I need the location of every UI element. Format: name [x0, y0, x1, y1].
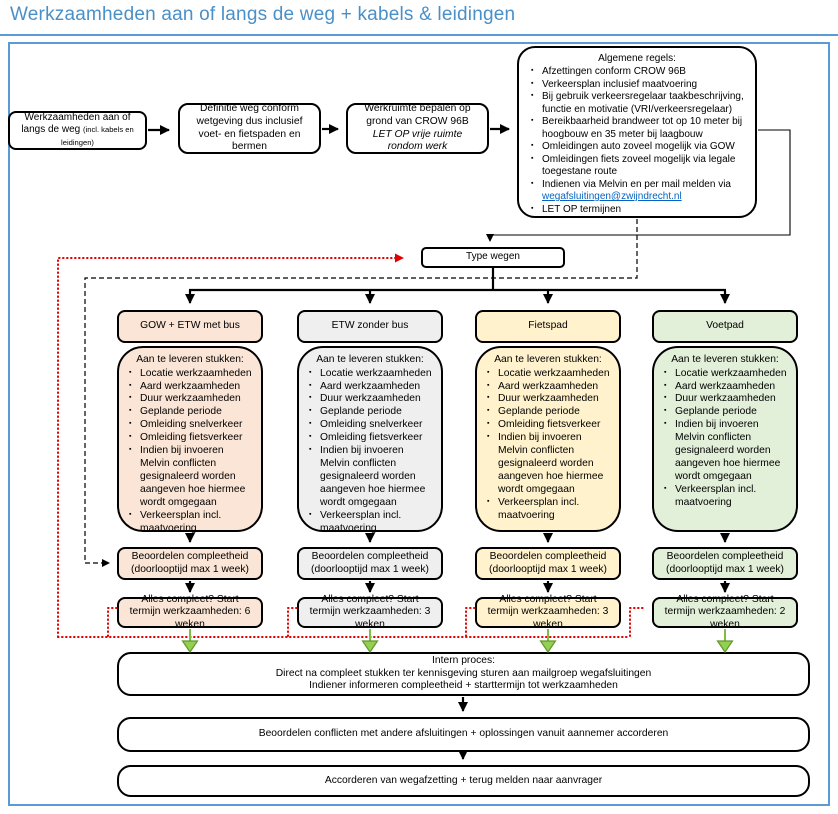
complete-text: Alles compleet? Start termijn werkzaamheden: 3 weken: [487, 593, 609, 630]
list-item: ▪ Aard werkzaamheden: [661, 381, 789, 394]
list-item: ▪ Geplande periode: [126, 406, 254, 419]
review-line1: Beoordelen compleetheid: [311, 550, 429, 562]
deliverables-list: [126, 368, 254, 537]
column-list-voetpad: [652, 346, 798, 532]
review-box-voetpad: [652, 547, 798, 580]
review-line1: Beoordelen compleetheid: [666, 550, 784, 562]
complete-text: Alles compleet? Start termijn werkzaamheden: 6 weken: [129, 593, 251, 630]
step3-warning: LET OP vrije ruimte rondom werk: [372, 128, 463, 153]
deliverables-list: [484, 368, 612, 524]
complete-text: Alles compleet? Start termijn werkzaamheden: 3 weken: [309, 593, 431, 630]
column-header-voetpad: [652, 310, 798, 343]
approval-box: [117, 765, 810, 797]
list-item: ▪ Omleiding fietsverkeer: [484, 419, 612, 432]
step-definitie-weg: [178, 103, 321, 154]
rule-item: ▪ Omleidingen auto zoveel mogelijk via GOW: [528, 141, 746, 154]
deliverables-list: [661, 368, 789, 511]
list-item: ▪ Indien bij invoeren Melvin conflicten gesignaleerd worden aangeven hoe hiermee wordt omgegaan: [484, 432, 612, 497]
complete-box-gow: [117, 593, 263, 630]
rule-item: ▪ Verkeersplan inclusief maatvoering: [528, 79, 746, 92]
review-line2: (doorlooptijd max 1 week): [311, 563, 429, 575]
column-list-fietspad: [475, 346, 621, 532]
review-box-etw: [297, 547, 443, 580]
step3-text: Werkruimte bepalen op grond van CROW 96B: [364, 103, 471, 127]
complete-box-fietspad: [475, 593, 621, 630]
column-header-gow: [117, 310, 263, 343]
list-item: ▪ Aard werkzaamheden: [306, 381, 434, 394]
intern-line2: Indiener informeren compleetheid + starttermijn tot werkzaamheden: [309, 680, 618, 692]
column-header-label: ETW zonder bus: [331, 320, 409, 332]
intern-line1: Direct na compleet stukken ter kennisgeving sturen aan mailgroep wegafsluitingen: [275, 667, 652, 679]
list-item: ▪ Locatie werkzaamheden: [661, 368, 789, 381]
rule-item: ▪ Omleidingen fiets zoveel mogelijk via legale toegestane route: [528, 154, 746, 179]
list-item: ▪ Indien bij invoeren Melvin conflicten gesignaleerd worden aangeven hoe hiermee wordt omgegaan: [306, 445, 434, 510]
complete-text: Alles compleet? Start termijn werkzaamheden: 2 weken: [664, 593, 786, 630]
list-title: Aan te leveren stukken:: [316, 354, 424, 365]
algemene-regels-box: [517, 46, 757, 218]
list-item: ▪ Geplande periode: [661, 406, 789, 419]
type-wegen-label: Type wegen: [466, 251, 520, 263]
complete-box-voetpad: [652, 593, 798, 630]
conflicts-box: [117, 717, 810, 752]
algemene-regels-title: Algemene regels:: [598, 53, 676, 64]
list-item: ▪ Geplande periode: [484, 406, 612, 419]
column-list-gow: [117, 346, 263, 535]
list-item: ▪ Verkeersplan incl. maatvoering: [661, 484, 789, 510]
list-item: ▪ Geplande periode: [306, 406, 434, 419]
step-werkzaamheden: [8, 111, 147, 150]
rule-item-mail: [528, 179, 746, 204]
list-item: ▪ Omleiding snelverkeer: [306, 419, 434, 432]
intern-title: Intern proces:: [432, 655, 495, 667]
type-wegen-box: [421, 247, 565, 268]
mail-link[interactable]: wegafsluitingen@zwijndrecht.nl: [542, 191, 682, 203]
list-item: ▪ Verkeersplan incl. maatvoering: [306, 510, 434, 536]
review-box-gow: [117, 547, 263, 580]
list-item: ▪ Aard werkzaamheden: [484, 381, 612, 394]
list-item: ▪ Verkeersplan incl. maatvoering: [484, 497, 612, 523]
list-item: ▪ Omleiding snelverkeer: [126, 419, 254, 432]
step-werkruimte: [346, 103, 489, 154]
list-item: ▪ Duur werkzaamheden: [126, 393, 254, 406]
intern-proces-box: [117, 652, 810, 696]
list-item: ▪ Indien bij invoeren Melvin conflicten gesignaleerd worden aangeven hoe hiermee wordt omgegaan: [661, 419, 789, 484]
complete-box-etw: [297, 593, 443, 630]
review-box-fietspad: [475, 547, 621, 580]
conflicts-text: Beoordelen conflicten met andere afsluitingen + oplossingen vanuit aannemer accorderen: [258, 728, 669, 740]
approval-text: Accorderen van wegafzetting + terug melden naar aanvrager: [324, 774, 603, 786]
list-item: ▪ Duur werkzaamheden: [484, 393, 612, 406]
algemene-regels-list: [528, 66, 746, 216]
review-line1: Beoordelen compleetheid: [131, 550, 249, 562]
review-line2: (doorlooptijd max 1 week): [666, 563, 784, 575]
deliverables-list: [306, 368, 434, 537]
list-title: Aan te leveren stukken:: [494, 354, 602, 365]
list-item: ▪ Aard werkzaamheden: [126, 381, 254, 394]
list-item: ▪ Duur werkzaamheden: [306, 393, 434, 406]
review-line1: Beoordelen compleetheid: [489, 550, 607, 562]
list-item: ▪ Omleiding fietsverkeer: [306, 432, 434, 445]
page-title: Werkzaamheden aan of langs de weg + kabels & leidingen: [10, 4, 516, 25]
column-header-etw: [297, 310, 443, 343]
column-header-fietspad: [475, 310, 621, 343]
column-list-etw: [297, 346, 443, 535]
list-title: Aan te leveren stukken:: [671, 354, 779, 365]
list-item: ▪ Verkeersplan incl. maatvoering: [126, 510, 254, 536]
list-item: ▪ Locatie werkzaamheden: [484, 368, 612, 381]
list-item: ▪ Locatie werkzaamheden: [306, 368, 434, 381]
review-line2: (doorlooptijd max 1 week): [131, 563, 249, 575]
mail-prefix: Indienen via Melvin en per mail melden via: [542, 178, 731, 190]
column-header-label: Fietspad: [528, 320, 568, 332]
column-header-label: Voetpad: [706, 320, 744, 332]
step2-text: Definitie weg conform wetgeving dus inclusief voet- en fietspaden en bermen: [196, 103, 303, 153]
list-title: Aan te leveren stukken:: [136, 354, 244, 365]
list-item: ▪ Locatie werkzaamheden: [126, 368, 254, 381]
list-item: ▪ Indien bij invoeren Melvin conflicten gesignaleerd worden aangeven hoe hiermee wordt omgegaan: [126, 445, 254, 510]
rule-item: ▪ Bereikbaarheid brandweer tot op 10 meter bij hoogbouw en 35 meter bij laagbouw: [528, 116, 746, 141]
rule-item: ▪ LET OP termijnen: [528, 204, 746, 217]
step1-note: (incl. kabels en leidingen): [61, 125, 134, 147]
column-header-label: GOW + ETW met bus: [140, 320, 240, 332]
rule-item: ▪ Bij gebruik verkeersregelaar taakbeschrijving, functie en motivatie (VRI/verkeersregelaar): [528, 91, 746, 116]
step1-text: Werkzaamheden aan of langs de weg: [21, 112, 131, 136]
list-item: ▪ Omleiding fietsverkeer: [126, 432, 254, 445]
rule-item: ▪ Afzettingen conform CROW 96B: [528, 66, 746, 79]
review-line2: (doorlooptijd max 1 week): [489, 563, 607, 575]
list-item: ▪ Duur werkzaamheden: [661, 393, 789, 406]
